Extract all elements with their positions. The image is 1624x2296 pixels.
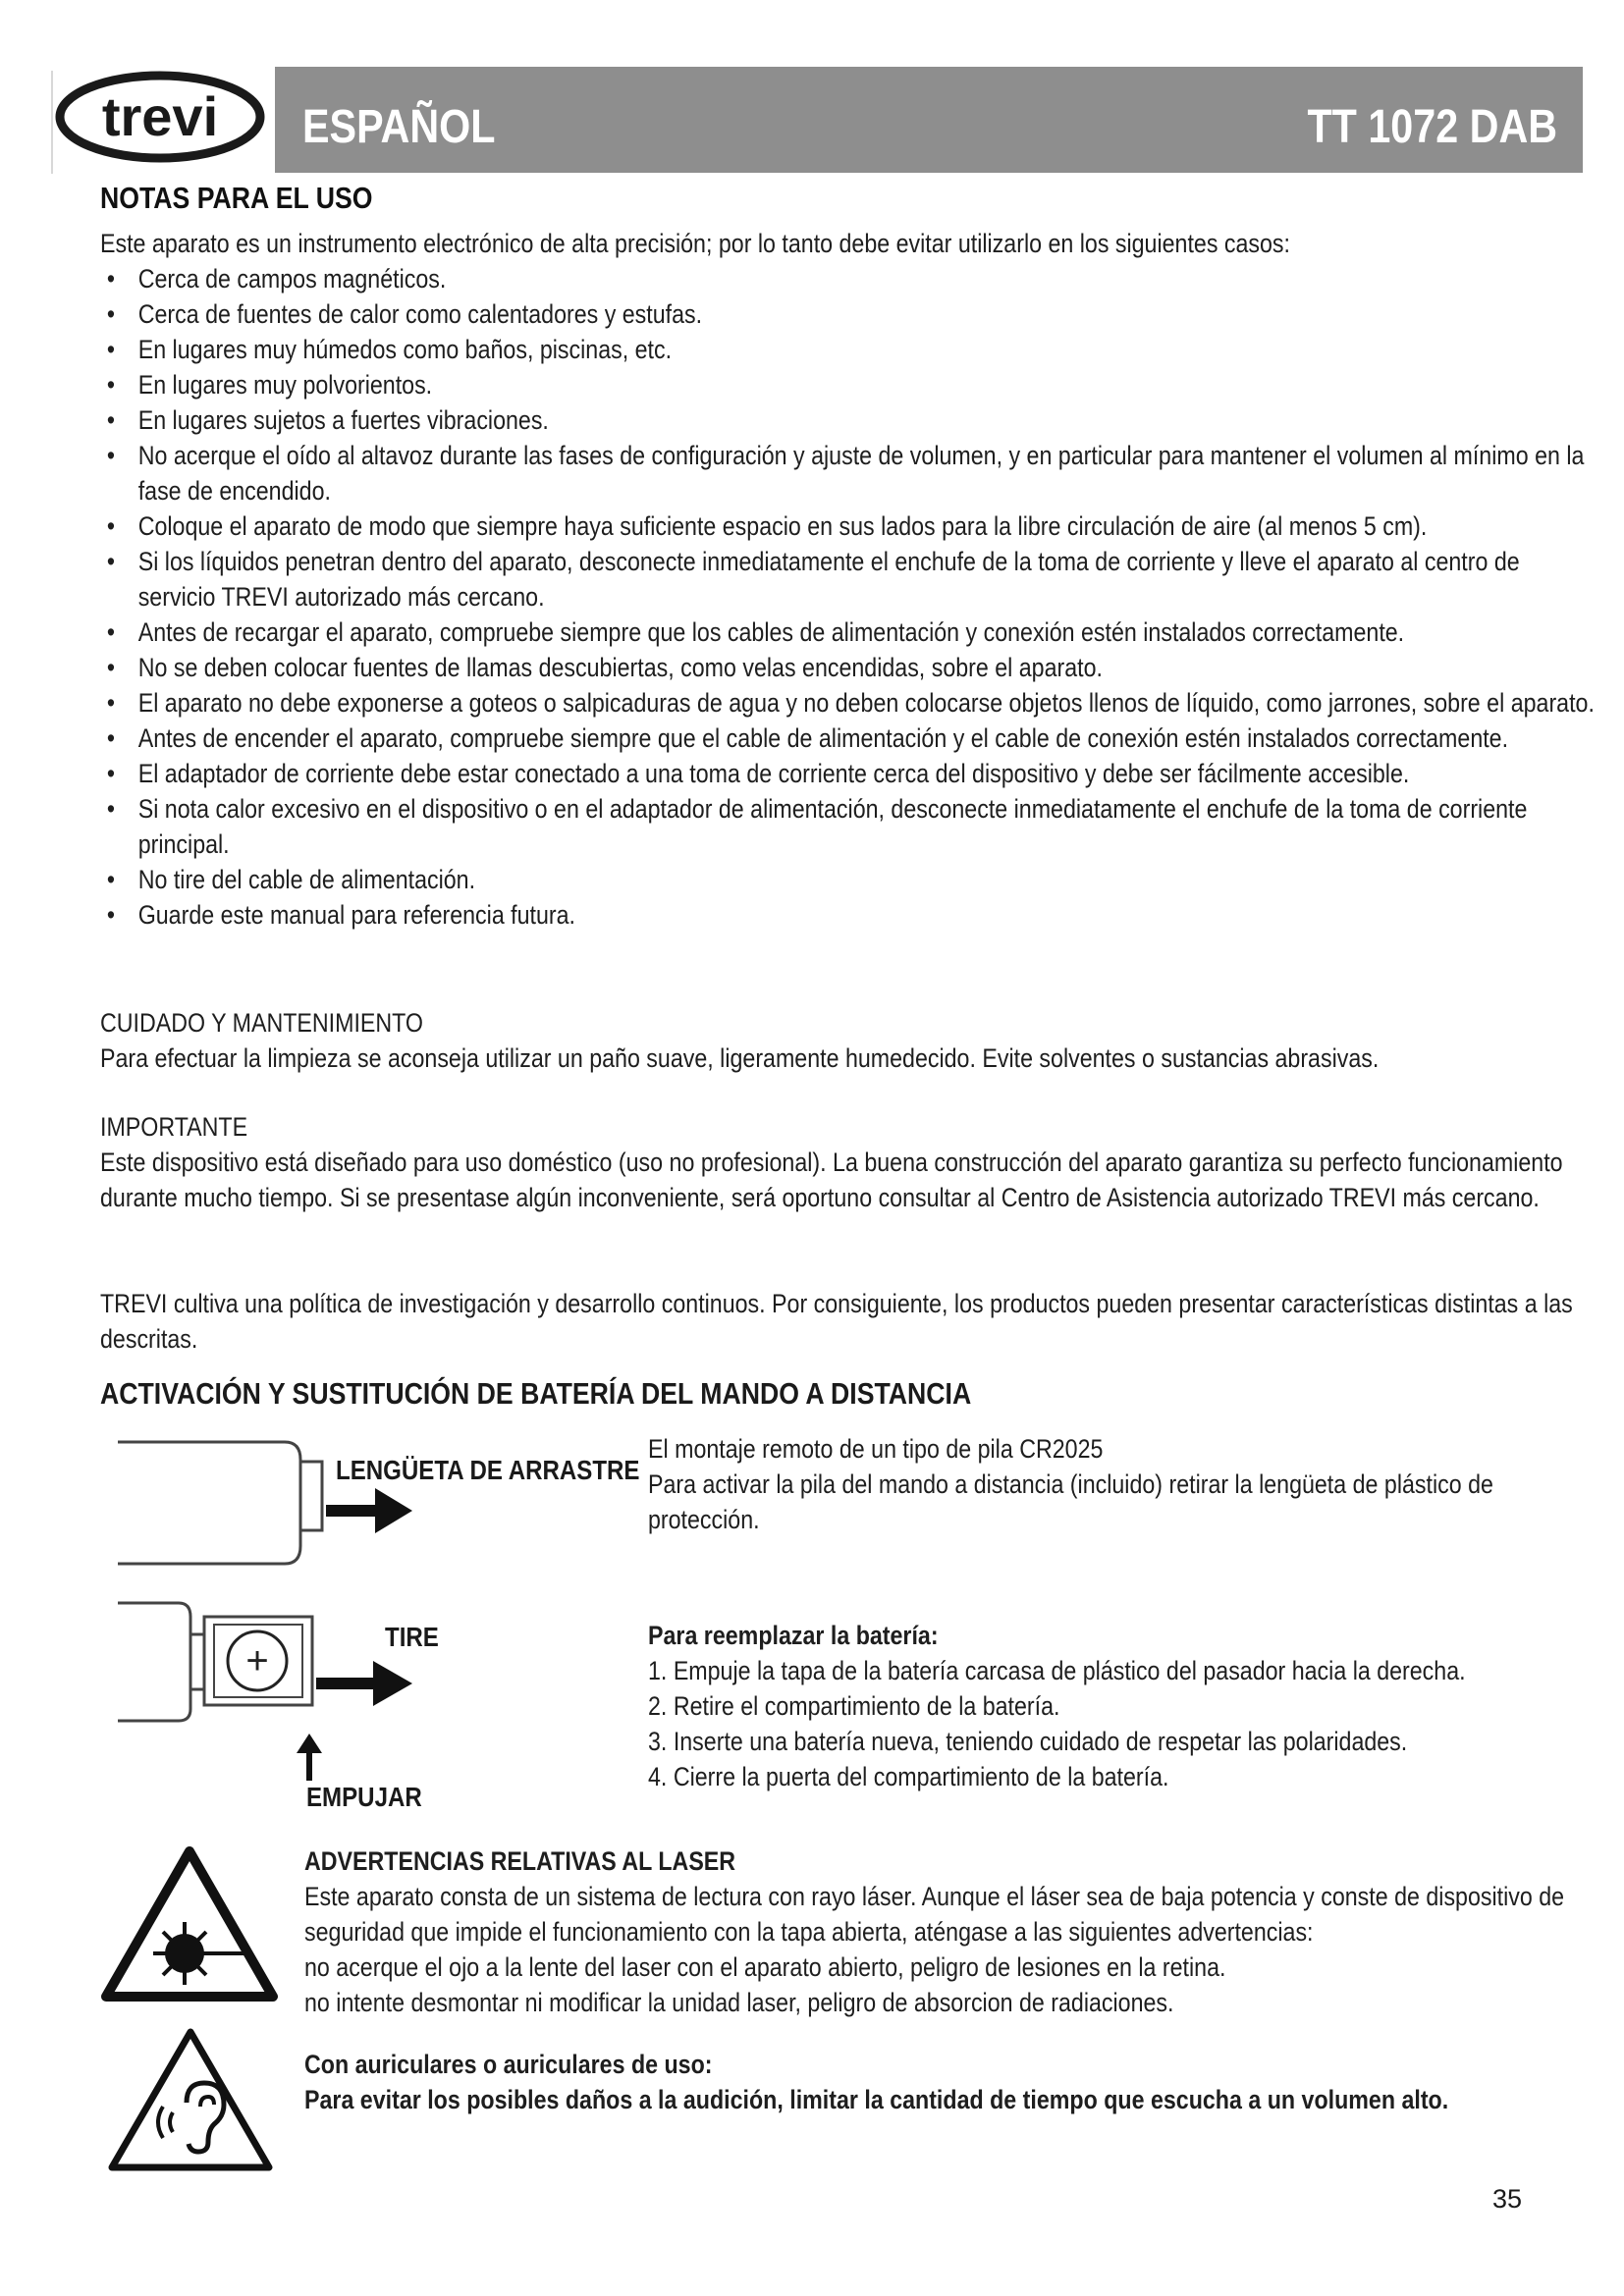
list-item: • El aparato no debe exponerse a goteos o salpicaduras de agua y no deben colocarse objetos llenos de líquido, como jarrones, sobre el aparato. <box>100 685 1595 721</box>
policy-section <box>100 1286 1595 1357</box>
battery-compartment-illustration <box>108 1595 344 1733</box>
list-item: • En lugares muy polvorientos. <box>100 367 1595 402</box>
care-text: Para efectuar la limpieza se aconseja utilizar un paño suave, ligeramente humedecido. Evite solventes o sustancias abrasivas. <box>100 1043 1380 1073</box>
list-item: 3. Inserte una batería nueva, teniendo cuidado de respetar las polaridades. <box>648 1727 1408 1756</box>
battery-intro-line2: Para activar la pila del mando a distancia (incluido) retirar la lengüeta de plástico de protección. <box>648 1469 1493 1534</box>
remote-pull-tab-illustration <box>108 1428 324 1575</box>
header-model: TT 1072 DAB <box>1307 101 1557 153</box>
list-item: 4. Cierre la puerta del compartimiento de la batería. <box>648 1762 1169 1791</box>
care-section <box>100 1005 1595 1076</box>
list-item: • El adaptador de corriente debe estar conectado a una toma de corriente cerca del dispositivo y debe ser fácilmente accesible. <box>100 756 1595 791</box>
list-item: • Coloque el aparato de modo que siempre haya suficiente espacio en sus lados para la libre circulación de aire (al menos 5 cm). <box>100 508 1595 544</box>
notes-title: NOTAS PARA EL USO <box>100 181 373 215</box>
laser-text: Este aparato consta de un sistema de lectura con rayo láser. Aunque el láser sea de baja potencia y conste de dispositivo de seguridad que impide el funcionamiento con la tapa abierta, aténgase a las siguientes advertencias: <box>304 1882 1565 1947</box>
push-label: EMPUJAR <box>306 1782 422 1812</box>
logo-text: trevi <box>101 85 219 147</box>
notes-list <box>100 261 1595 933</box>
important-section <box>100 1109 1595 1215</box>
pull-label: TIRE <box>385 1622 439 1652</box>
list-item: • Antes de encender el aparato, compruebe siempre que el cable de alimentación y el cable de conexión estén instalados correctamente. <box>100 721 1595 756</box>
replace-section <box>648 1618 1577 1794</box>
headphones-text: Para evitar los posibles daños a la audición, limitar la cantidad de tiempo que escucha a un volumen alto. <box>304 2085 1449 2114</box>
pull-arrow-right-icon <box>316 1659 414 1708</box>
list-item: 1. Empuje la tapa de la batería carcasa de plástico del pasador hacia la derecha. <box>648 1656 1466 1685</box>
page-number: 35 <box>1492 2184 1523 2214</box>
policy-text: TREVI cultiva una política de investigación y desarrollo continuos. Por consiguiente, los productos pueden presentar características distintas a las descritas. <box>100 1289 1573 1354</box>
laser-section <box>304 1843 1622 2020</box>
list-item: • Si nota calor excesivo en el dispositivo o en el adaptador de alimentación, desconecte inmediatamente el enchufe de la toma de corriente principal. <box>100 791 1595 862</box>
trevi-logo-mark <box>47 63 273 167</box>
header-language: ESPAÑOL <box>302 101 496 153</box>
list-item: • No acerque el oído al altavoz durante las fases de configuración y ajuste de volumen, y en particular para mantener el volumen al mínimo en la fase de encendido. <box>100 438 1595 508</box>
tab-label: LENGÜETA DE ARRASTRE <box>336 1455 640 1485</box>
laser-title: ADVERTENCIAS RELATIVAS AL LASER <box>304 1846 736 1876</box>
list-item: • No tire del cable de alimentación. <box>100 862 1595 897</box>
replace-title: Para reemplazar la batería: <box>648 1621 939 1650</box>
list-item: • Antes de recargar el aparato, compruebe siempre que los cables de alimentación y conexión estén instalados correctamente. <box>100 614 1595 650</box>
headphones-title: Con auriculares o auriculares de uso: <box>304 2050 713 2079</box>
list-item: • Guarde este manual para referencia futura. <box>100 897 1595 933</box>
list-item: • Cerca de fuentes de calor como calentadores y estufas. <box>100 296 1595 332</box>
important-title: IMPORTANTE <box>100 1112 248 1142</box>
battery-intro-line1: El montaje remoto de un tipo de pila CR2025 <box>648 1434 1104 1464</box>
push-arrow-up-icon <box>295 1734 324 1781</box>
laser-line3: no acerque el ojo a la lente del laser con el aparato abierto, peligro de lesiones en la retina. <box>304 1952 1226 1982</box>
arrow-right-icon <box>326 1486 414 1535</box>
laser-line4: no intente desmontar ni modificar la unidad laser, peligro de absorcion de radiaciones. <box>304 1988 1174 2017</box>
hearing-warning-icon <box>106 2026 275 2175</box>
notes-intro: Este aparato es un instrumento electrónico de alta precisión; por lo tanto debe evitar utilizarlo en los siguientes casos: <box>100 229 1291 258</box>
care-title: CUIDADO Y MANTENIMIENTO <box>100 1008 424 1038</box>
battery-intro <box>648 1431 1577 1537</box>
headphones-section <box>304 2047 1622 2117</box>
list-item: 2. Retire el compartimiento de la batería. <box>648 1691 1060 1721</box>
important-text: Este dispositivo está diseñado para uso doméstico (uso no profesional). La buena construcción del aparato garantiza su perfecto funcionamiento durante mucho tiempo. Si se presentase algún inconveniente, será oportuno consultar al Centro de Asistencia autorizado TREVI más cercano. <box>100 1148 1563 1212</box>
list-item: • En lugares sujetos a fuertes vibraciones. <box>100 402 1595 438</box>
list-item: • En lugares muy húmedos como baños, piscinas, etc. <box>100 332 1595 367</box>
trevi-logo <box>47 63 273 167</box>
notes-body <box>100 226 1595 933</box>
list-item: • Si los líquidos penetran dentro del aparato, desconecte inmediatamente el enchufe de la toma de corriente y lleve el aparato al centro de servicio TREVI autorizado más cercano. <box>100 544 1595 614</box>
list-item: • Cerca de campos magnéticos. <box>100 261 1595 296</box>
plus-symbol: + <box>245 1639 269 1682</box>
laser-warning-icon <box>100 1845 279 2004</box>
replace-steps <box>648 1653 1577 1794</box>
list-item: • No se deben colocar fuentes de llamas descubiertas, como velas encendidas, sobre el aparato. <box>100 650 1595 685</box>
battery-title: ACTIVACIÓN Y SUSTITUCIÓN DE BATERÍA DEL MANDO A DISTANCIA <box>100 1376 972 1411</box>
